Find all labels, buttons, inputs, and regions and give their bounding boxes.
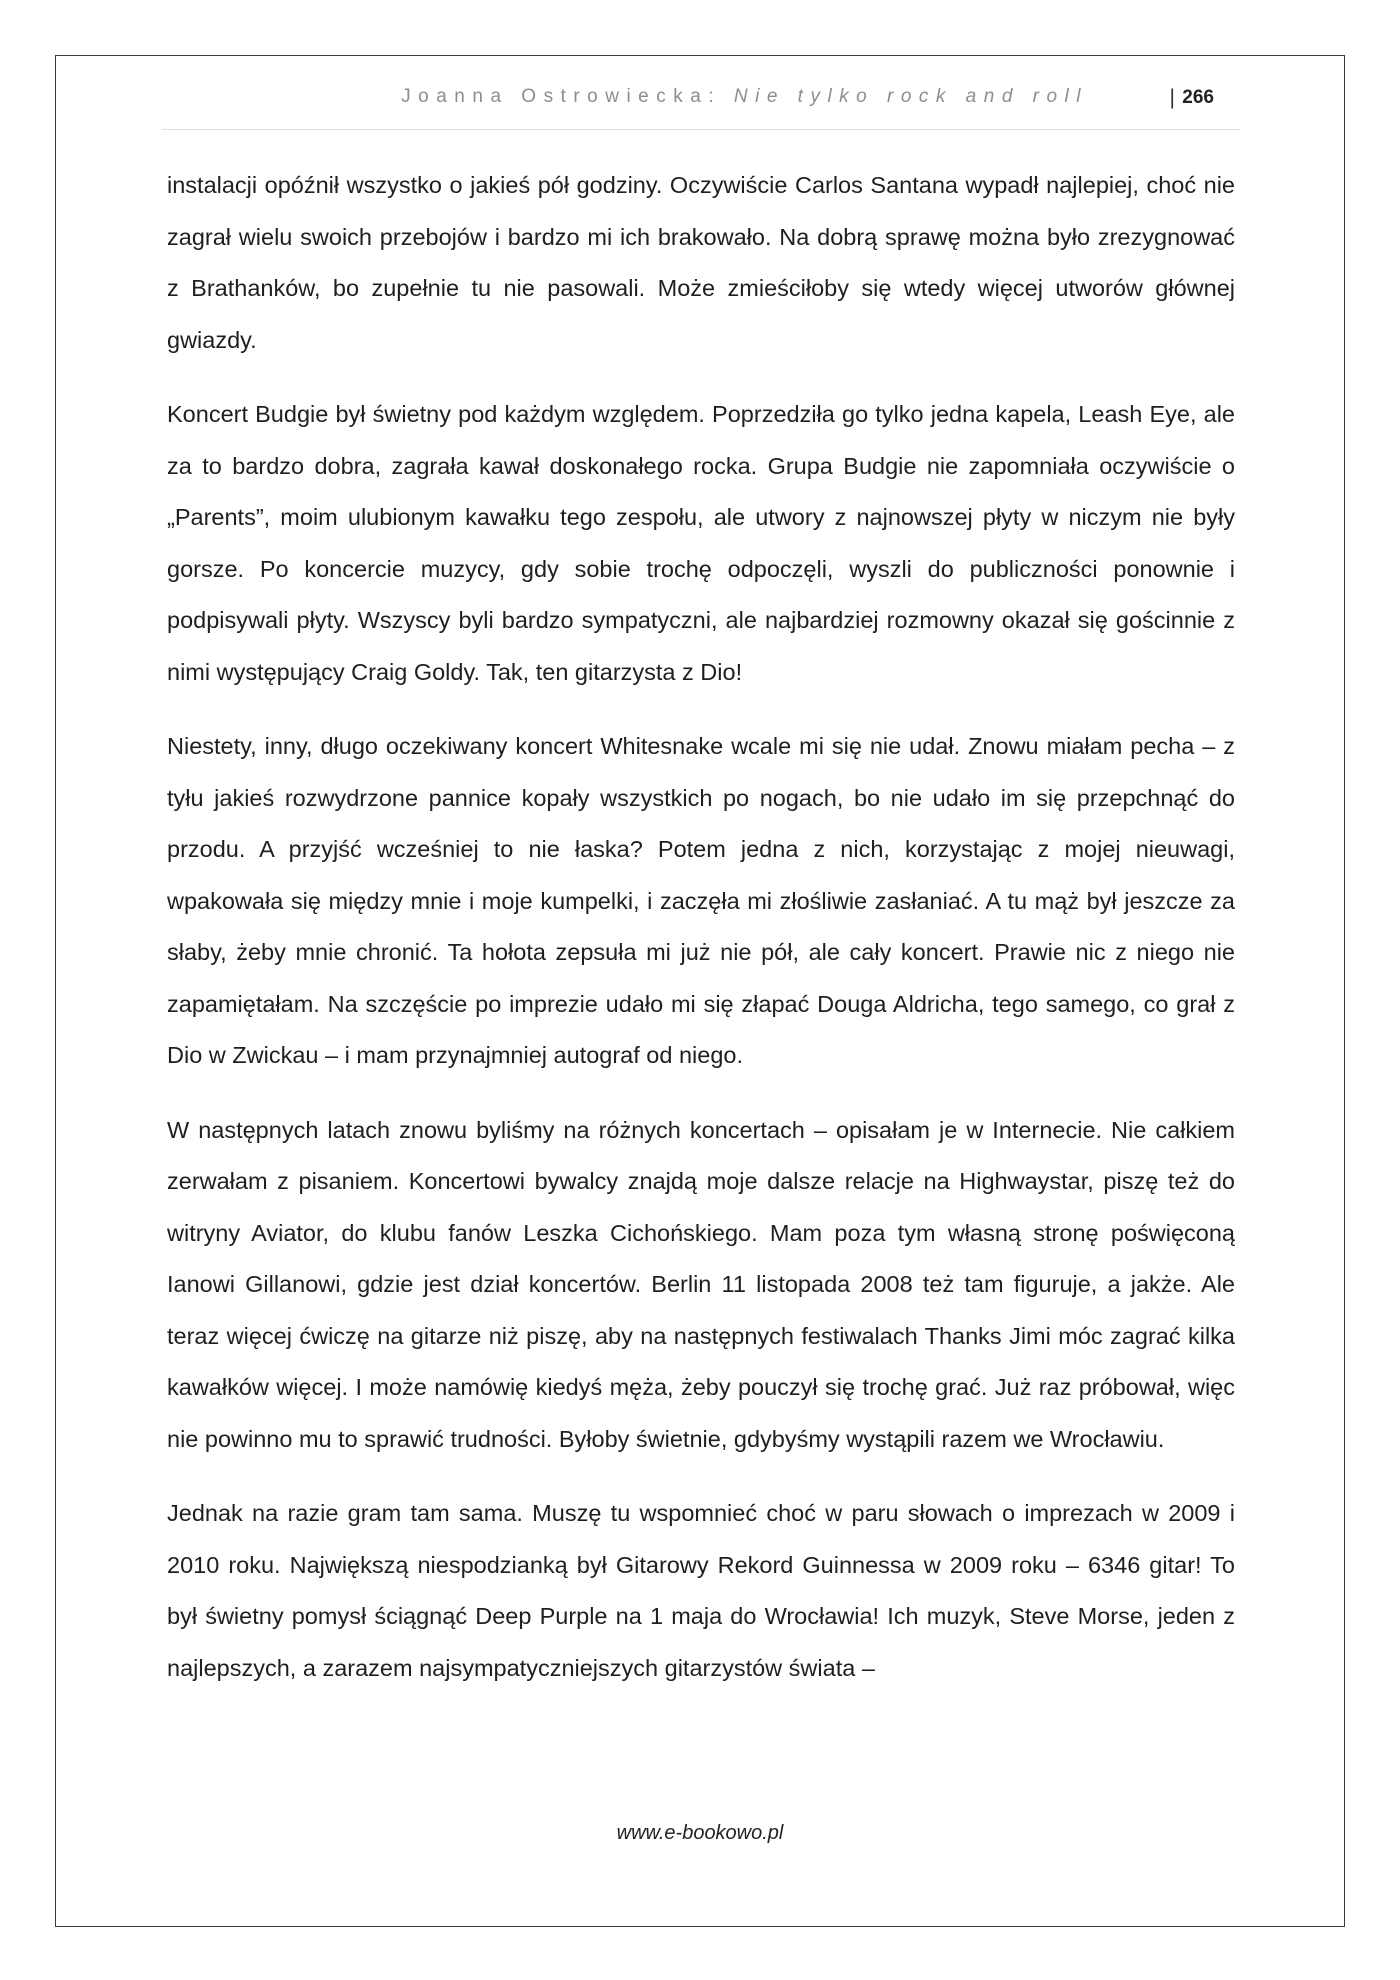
running-header xyxy=(162,84,1240,130)
page-number: 266 xyxy=(1182,87,1214,108)
footer-url: www.e-bookowo.pl xyxy=(616,1822,784,1844)
paragraph: Jednak na razie gram tam sama. Muszę tu wspomnieć choć w paru słowach o imprezach w 2009 i 2010 roku. Największą niespodzianką był Gitarowy Rekord Guinnessa w 2009 roku – 6346 gitar! To był świetny pomysł ściągnąć Deep Purple na 1 maja do Wrocławia! Ich muzyk, Steve Morse, jeden z najlepszych, a zarazem najsympatyczniejszych gitarzystów świata – xyxy=(167,1500,1235,1681)
header-separator: | xyxy=(1169,86,1175,109)
paragraph: Niestety, inny, długo oczekiwany koncert Whitesnake wcale mi się nie udał. Znowu miałam pecha – z tyłu jakieś rozwydrzone pannice kopały wszystkich po nogach, bo nie udało im się przepchnąć do przodu. A przyjść wcześniej to nie łaska? Potem jedna z nich, korzystając z mojej nieuwagi, wpakowała się między mnie i moje kumpelki, i zaczęła mi złośliwie zasłaniać. A tu mąż był jeszcze za słaby, żeby mnie chronić. Ta hołota zepsuła mi już nie pół, ale cały koncert. Prawie nic z niego nie zapamiętałam. Na szczęście po imprezie udało mi się złapać Douga Aldricha, tego samego, co grał z Dio w Zwickau – i mam przynajmniej autograf od niego. xyxy=(167,733,1235,1068)
header-author: Joanna Ostrowiecka: xyxy=(401,86,734,107)
paragraph: Koncert Budgie był świetny pod każdym względem. Poprzedziła go tylko jedna kapela, Leash Eye, ale za to bardzo dobra, zagrała kawał doskonałego rocka. Grupa Budgie nie zapomniała oczywiście o „Parents”, moim ulubionym kawałku tego zespołu, ale utwory z najnowszej płyty w niczym nie były gorsze. Po koncercie muzycy, gdy sobie trochę odpoczęli, wyszli do publiczności ponownie i podpisywali płyty. Wszyscy byli bardzo sympatyczni, ale najbardziej rozmowny okazał się gościnnie z nimi występujący Craig Goldy. Tak, ten gitarzysta z Dio! xyxy=(167,401,1235,685)
paragraph: W następnych latach znowu byliśmy na różnych koncertach – opisałam je w Internecie. Nie całkiem zerwałam z pisaniem. Koncertowi bywalcy znajdą moje dalsze relacje na Highwaystar, piszę też do witryny Aviator, do klubu fanów Leszka Cichońskiego. Mam poza tym własną stronę poświęconą Ianowi Gillanowi, gdzie jest dział koncertów. Berlin 11 listopada 2008 też tam figuruje, a jakże. Ale teraz więcej ćwiczę na gitarze niż piszę, aby na następnych festiwalach Thanks Jimi móc zagrać kilka kawałków więcej. I może namówię kiedyś męża, żeby pouczył się trochę grać. Już raz próbował, więc nie powinno mu to sprawić trudności. Byłoby świetnie, gdybyśmy wystąpili razem we Wrocławiu. xyxy=(167,1116,1235,1452)
paragraph: instalacji opóźnił wszystko o jakieś pół godziny. Oczywiście Carlos Santana wypadł najlepiej, choć nie zagrał wielu swoich przebojów i bardzo mi ich brakowało. Na dobrą sprawę można było zrezygnować z Brathanków, bo zupełnie tu nie pasowali. Może zmieściłoby się wtedy więcej utworów głównej gwiazdy. xyxy=(167,172,1235,353)
header-title xyxy=(401,86,1088,108)
header-book-title: Nie tylko rock and roll xyxy=(733,86,1088,107)
body-text xyxy=(167,160,1235,1717)
